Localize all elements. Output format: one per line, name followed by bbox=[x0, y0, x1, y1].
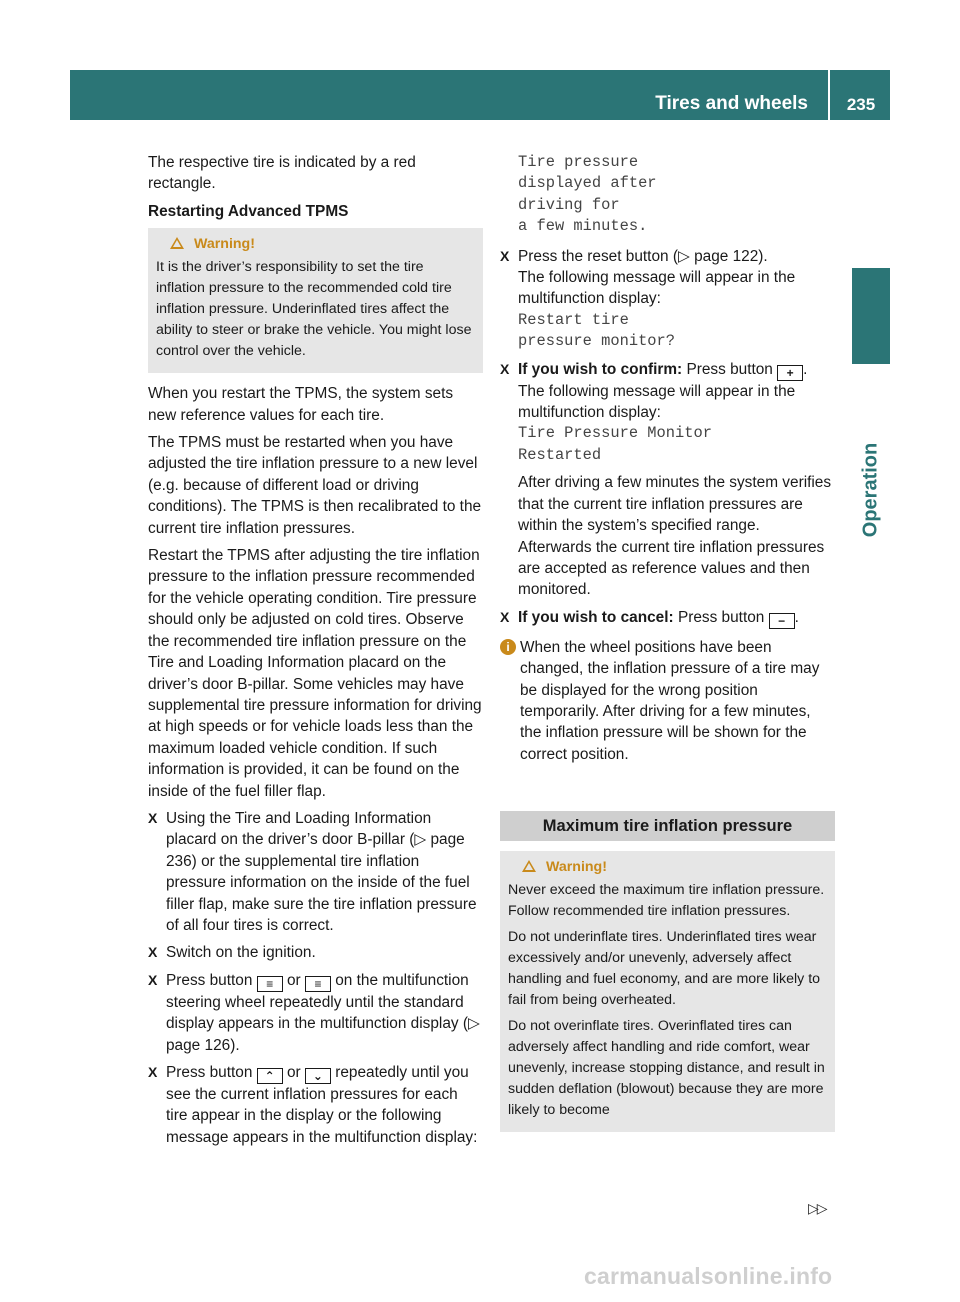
step-item: X Press button ⌃ or ⌄ repeatedly until you see the current inflation pressures for each tire appear in the display or the following message appears in the multifunction display: bbox=[148, 1064, 478, 1146]
step-item: X If you wish to confirm: Press button + . The following message will appear in the multifunction display: Tire Pressure Monitor Restarted After driving a few minutes the system verifies that the current tire inflation pressures are within the system’s specified range. Afterwards the current tire inflation pressures are accepted as reference values and then monitored. bbox=[500, 359, 835, 601]
side-tab-marker bbox=[852, 268, 890, 364]
minus-button-icon: − bbox=[769, 613, 795, 629]
step-arrow-icon: X bbox=[500, 247, 510, 264]
up-button-icon: ⌃ bbox=[257, 1068, 283, 1084]
warning-text: It is the driver’s responsibility to set the tire inflation pressure to the recommended cold tire inflation pressure. Underinflated tires affect the ability to steer or brake the vehicle. You might lose control over the vehicle. bbox=[156, 259, 472, 360]
continue-arrows-icon: ▷▷ bbox=[808, 1200, 826, 1216]
warning-title: Warning! bbox=[170, 234, 475, 255]
header-divider bbox=[828, 70, 830, 120]
section-heading: Maximum tire inflation pressure bbox=[500, 811, 835, 841]
warning-icon bbox=[522, 860, 536, 872]
step-arrow-icon: X bbox=[148, 944, 158, 961]
plus-button-icon: + bbox=[777, 365, 803, 381]
section-title: Tires and wheels bbox=[655, 93, 808, 114]
step-item: X Switch on the ignition. bbox=[148, 942, 483, 963]
display-message: Restart tire pressure monitor? bbox=[518, 310, 676, 351]
warning-box bbox=[148, 228, 483, 373]
display-message: Tire Pressure Monitor Restarted bbox=[518, 424, 712, 464]
header-bar bbox=[70, 70, 890, 120]
warning-text: Never exceed the maximum tire inflation pressure. Follow recommended tire inflation pressures. bbox=[508, 882, 825, 920]
paragraph: Restart the TPMS after adjusting the tire inflation pressure to the inflation pressure recommended for the vehicle operating condition. Tire pressure should only be adjusted on cold tires. Observe the recommended tire inflation pressure on the Tire and Loading Information placard on the driver’s door B-pillar. Some vehicles may have supplemental tire pressure information for driving at high speeds or for vehicle loads less than the maximum loaded vehicle condition. If such information is provided, it can be found on the inside of the fuel filler flap. bbox=[148, 547, 482, 800]
side-chapter-label: Operation bbox=[859, 442, 882, 538]
info-icon: i bbox=[500, 639, 516, 655]
warning-box bbox=[500, 851, 835, 1132]
page-back-button-icon: ≡ bbox=[257, 976, 283, 992]
down-button-icon: ⌄ bbox=[305, 1068, 331, 1084]
step-item: X Press button ≡ or ≡ on the multifunction steering wheel repeatedly until the standard display appears in the multifunction display (▷ page 126). bbox=[148, 971, 480, 1054]
paragraph: When you restart the TPMS, the system sets new reference values for each tire. bbox=[148, 385, 454, 424]
step-arrow-icon: X bbox=[500, 608, 510, 625]
info-note: i When the wheel positions have been changed, the inflation pressure of a tire may be displayed for the wrong position temporarily. After driving for a few minutes, the inflation pressure will be shown for the correct position. bbox=[500, 637, 835, 765]
step-arrow-icon: X bbox=[148, 1064, 158, 1080]
display-message: Tire pressure displayed after driving for a few minutes. bbox=[518, 153, 657, 236]
page-number: 235 bbox=[846, 95, 876, 114]
step-item: X Using the Tire and Loading Information placard on the driver’s door B-pillar (▷ page 236) or the supplemental tire inflation pressure information on the inside of the fuel filler flap, make sure the tire inflation pressure of all four tires is correct. bbox=[148, 809, 477, 934]
step-arrow-icon: X bbox=[148, 971, 158, 988]
left-column bbox=[148, 152, 483, 1154]
right-column bbox=[500, 152, 835, 1142]
step-arrow-icon: X bbox=[500, 360, 510, 377]
step-item: X If you wish to cancel: Press button − . bbox=[500, 608, 799, 628]
step-arrow-icon: X bbox=[148, 809, 158, 826]
step-item: X Press the reset button (▷ page 122). The following message will appear in the multifunction display: Restart tire pressure monitor? bbox=[500, 246, 835, 353]
paragraph: The TPMS must be restarted when you have adjusted the tire inflation pressure to a new level (e.g. because of different load or driving conditions). The TPMS is then recalibrated to the current tire inflation pressures. bbox=[148, 434, 482, 537]
intro-text: The respective tire is indicated by a red rectangle. bbox=[148, 154, 416, 193]
section-heading: Restarting Advanced TPMS bbox=[148, 202, 349, 220]
warning-title: Warning! bbox=[522, 857, 827, 878]
warning-icon bbox=[170, 237, 184, 249]
warning-text: Do not underinflate tires. Underinflated tires wear excessively and/or unevenly, adversely affect handling and fuel economy, and are more likely to fail from being overheated. bbox=[508, 929, 821, 1009]
watermark: carmanualsonline.info bbox=[584, 1263, 833, 1289]
page-forward-button-icon: ≡ bbox=[305, 976, 331, 992]
warning-text: Do not overinflate tires. Overinflated tires can adversely affect handling and ride comfort, wear unevenly, increase stopping distance, and result in sudden deflation (blowout) because they are more likely to become bbox=[508, 1018, 825, 1119]
